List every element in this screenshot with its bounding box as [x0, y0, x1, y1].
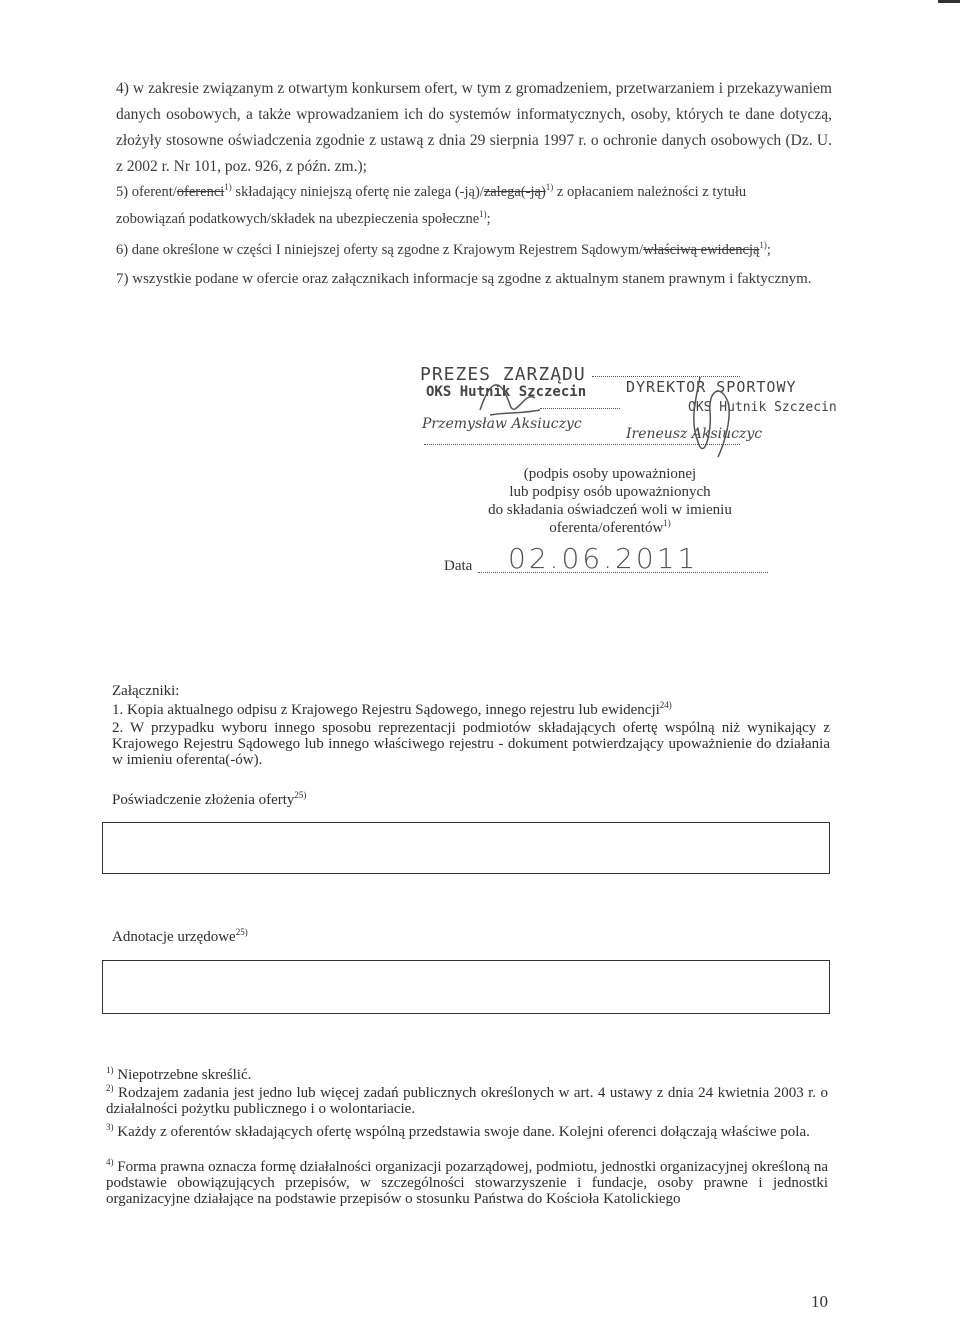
- item-5-struck-oferenci: oferenci: [176, 184, 225, 200]
- attachment-2: 2. W przypadku wyboru innego sposobu reprezentacji podmiotów składających ofertę wspólną niż wynikający z Krajowego Rejestru Sądowego lub innego właściwego rejestru - dokument potwierdzający upoważnienie do działania w imieniu oferenta(-ów).: [112, 720, 830, 768]
- footnote-ref: 1): [545, 182, 554, 193]
- statement-item-4: 4) w zakresie związanym z otwartym konkursem ofert, w tym z gromadzeniem, przetwarzaniem i przekazywaniem danych osobowych, a także wprowadzaniem ich do systemów informatycznych, osoby, których te dane dotyczą, złożyły stosowne oświadczenia zgodnie z ustawą z dnia 29 sierpnia 1997 r. o ochronie danych osobowych (Dz. U. z 2002 r. Nr 101, poz. 926, z późn. zm.);: [116, 80, 832, 175]
- signature-left-scribble: [470, 370, 550, 430]
- caption-line-2: lub podpisy osób upoważnionych: [509, 484, 711, 500]
- signature-dotted-line: [540, 408, 620, 409]
- footnote-4: [106, 1159, 828, 1207]
- footnote-ref: 25): [235, 927, 248, 937]
- footnote-2-text: Rodzajem zadania jest jedno lub więcej zadań publicznych określonych w art. 4 ustawy z dnia 24 kwietnia 2003 r. o działalności pożytku publicznego i o wolontariacie.: [106, 1085, 828, 1117]
- item-5-text-b: składający niniejszą ofertę nie zalega (-ją)/: [231, 184, 484, 200]
- footnote-3-text: Każdy z oferentów składających ofertę wspólną przedstawia swoje dane. Kolejni oferenci dołączają właściwe pola.: [113, 1124, 810, 1140]
- item-6-end: ;: [766, 242, 771, 258]
- footnote-ref: 1): [479, 209, 487, 220]
- footnote-2: [106, 1085, 828, 1117]
- footnote-ref: 1): [224, 182, 232, 193]
- scan-edge-mark: [938, 0, 960, 3]
- item-5-text-a: 5) oferent/: [116, 184, 177, 200]
- statement-item-7: 7) wszystkie podane w ofercie oraz załącznikach informacje są zgodne z aktualnym stanem prawnym i faktycznym.: [116, 271, 812, 287]
- annotations-label-text: Adnotacje urzędowe: [112, 929, 236, 945]
- stamp-right-name: Ireneusz Aksiuczyc: [626, 426, 763, 442]
- stamp-left-org: OKS Hutnik Szczecin: [426, 384, 587, 400]
- stamp-right-org: OKS Hutnik Szczecin: [688, 400, 837, 415]
- footnote-ref: 1): [663, 518, 671, 528]
- item-6-text: 6) dane określone w części I niniejszej oferty są zgodne z Krajowym Rejestrem Sądowym/: [116, 242, 644, 258]
- footnote-2-marker: 2): [106, 1083, 114, 1093]
- statement-item-5: [116, 184, 832, 201]
- signature-caption: [440, 465, 780, 537]
- confirmation-box: [102, 822, 830, 874]
- footnote-4-marker: 4): [106, 1157, 114, 1167]
- footnote-ref: 24): [659, 700, 672, 710]
- date-value-handwritten: 02.06.2011: [508, 542, 699, 575]
- footnote-1-text: Niepotrzebne skreślić.: [113, 1067, 252, 1083]
- stamp-left-title: PREZES ZARZĄDU: [420, 364, 586, 385]
- caption-line-1: (podpis osoby upoważnionej: [523, 466, 697, 482]
- footnote-3: [106, 1124, 828, 1140]
- page-number: 10: [811, 1292, 828, 1311]
- statement-item-5-cont: [116, 211, 832, 228]
- date-label: Data: [444, 558, 473, 574]
- caption-line-3: do składania oświadczeń woli w imieniu: [488, 502, 732, 518]
- footnote-3-marker: 3): [106, 1122, 114, 1132]
- item-5-end: ;: [486, 211, 491, 227]
- attachment-1: [112, 702, 830, 718]
- attachment-1-text: 1. Kopia aktualnego odpisu z Krajowego Rejestru Sądowego, innego rejestru lub ewidencji: [112, 702, 660, 718]
- item-5-struck-zalega: zalega(-ją): [483, 184, 546, 200]
- attachments-heading: Załączniki:: [112, 683, 180, 699]
- annotations-label: [112, 929, 248, 946]
- item-5-text-d: zobowiązań podatkowych/składek na ubezpieczenia społeczne: [116, 211, 480, 227]
- footnote-ref: 1): [759, 240, 767, 251]
- footnote-1-marker: 1): [106, 1065, 114, 1075]
- confirmation-label: [112, 792, 306, 809]
- footnote-ref: 25): [294, 790, 307, 800]
- item-5-text-c: z opłacaniem należności z tytułu: [553, 184, 747, 200]
- statement-item-6: [116, 242, 832, 259]
- caption-line-4-text: oferenta/oferentów: [549, 520, 664, 536]
- annotations-box: [102, 960, 830, 1014]
- confirmation-label-text: Poświadczenie złożenia oferty: [112, 792, 295, 808]
- signature-right-scribble: [670, 372, 750, 472]
- stamp-left-name: Przemysław Aksiuczyc: [422, 416, 582, 432]
- footnote-1: [106, 1067, 828, 1083]
- caption-line-4: [440, 519, 780, 537]
- stamp-right-title: DYREKTOR SPORTOWY: [626, 378, 797, 396]
- item-6-struck-ewidencja: właściwą ewidencją: [643, 242, 760, 258]
- footnote-4-text: Forma prawna oznacza formę działalności organizacji pozarządowej, podmiotu, jednostki organizacyjnej określoną na podstawie obowiązujących przepisów, w szczególności stowarzyszenie i fundacje, osoby prawne i jednostki organizacyjne działające na podstawie przepisów o stosunku Państwa do Kościoła Katolickiego: [106, 1159, 828, 1207]
